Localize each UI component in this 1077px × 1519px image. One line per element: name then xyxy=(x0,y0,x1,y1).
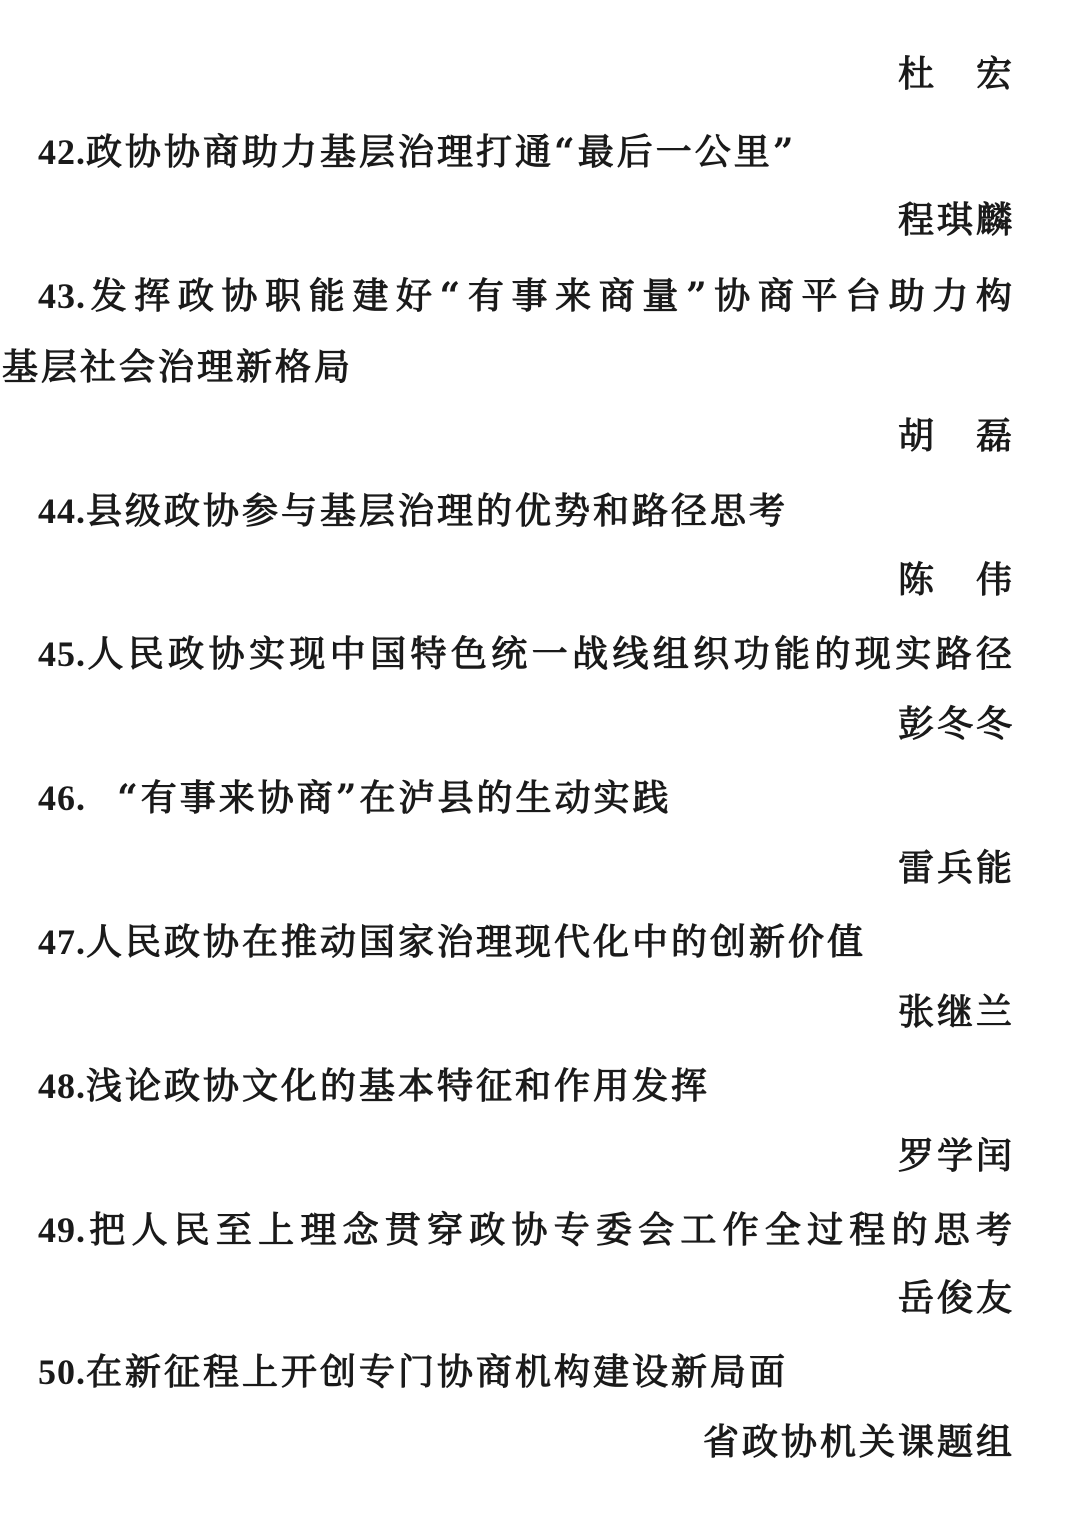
entry-title-48 xyxy=(38,1062,1015,1110)
author-name: 雷兵能 xyxy=(897,847,1015,889)
entry-number: 49. xyxy=(38,1210,86,1250)
author-name: 杜 宏 xyxy=(897,53,1015,95)
author-line xyxy=(898,988,1015,1036)
entry-title-49 xyxy=(38,1206,1015,1254)
author-name: 省政协机关课题组 xyxy=(702,1421,1015,1463)
entry-title-50 xyxy=(38,1348,1015,1396)
author-name: 岳俊友 xyxy=(897,1277,1015,1319)
author-line xyxy=(898,1274,1015,1322)
entry-title-text: 政协协商助力基层治理打通“最后一公里” xyxy=(86,131,797,173)
author-line xyxy=(898,700,1015,748)
entry-title-46 xyxy=(38,774,1015,822)
author-line xyxy=(898,196,1015,244)
author-line xyxy=(898,1132,1015,1180)
author-name: 张继兰 xyxy=(897,991,1015,1033)
entry-title-text: 把人民至上理念贯穿政协专委会工作全过程的思考 xyxy=(86,1209,1015,1251)
entry-title-text: 人民政协实现中国特色统一战线组织功能的现实路径 xyxy=(86,633,1015,675)
author-name: 胡 磊 xyxy=(897,415,1015,457)
entry-number: 45. xyxy=(38,634,86,674)
entry-number: 42. xyxy=(38,132,86,172)
entry-title-text: 发挥政协职能建好“有事来商量”协商平台助力构 xyxy=(86,275,1015,317)
entry-title-42 xyxy=(38,128,1015,176)
author-line xyxy=(898,844,1015,892)
entry-number: 43. xyxy=(38,276,86,316)
entry-title-43-continued xyxy=(2,343,1015,391)
entry-title-47 xyxy=(38,918,1015,966)
entry-number: 44. xyxy=(38,491,86,531)
author-line xyxy=(898,50,1015,98)
author-line xyxy=(898,556,1015,604)
author-name: 罗学闰 xyxy=(897,1135,1015,1177)
entry-title-text: 人民政协在推动国家治理现代化中的创新价值 xyxy=(86,921,867,963)
author-line xyxy=(898,412,1015,460)
entry-number: 48. xyxy=(38,1066,86,1106)
entry-title-44 xyxy=(38,487,1015,535)
entry-title-text: 县级政协参与基层治理的优势和路径思考 xyxy=(86,490,789,532)
entry-number: 50. xyxy=(38,1352,86,1392)
entry-title-45 xyxy=(38,630,1015,678)
entry-title-text-continued: 基层社会治理新格局 xyxy=(2,346,354,388)
entry-number: 46. xyxy=(38,778,86,818)
entry-title-43 xyxy=(38,272,1015,320)
author-name: 程琪麟 xyxy=(897,199,1015,241)
entry-title-text: 浅论政协文化的基本特征和作用发挥 xyxy=(86,1065,711,1107)
entry-number: 47. xyxy=(38,922,86,962)
entry-title-text: “有事来协商”在泸县的生动实践 xyxy=(117,777,672,819)
entry-title-text: 在新征程上开创专门协商机构建设新局面 xyxy=(86,1351,789,1393)
author-name: 彭冬冬 xyxy=(897,703,1015,745)
author-line xyxy=(703,1418,1015,1466)
author-name: 陈 伟 xyxy=(897,559,1015,601)
